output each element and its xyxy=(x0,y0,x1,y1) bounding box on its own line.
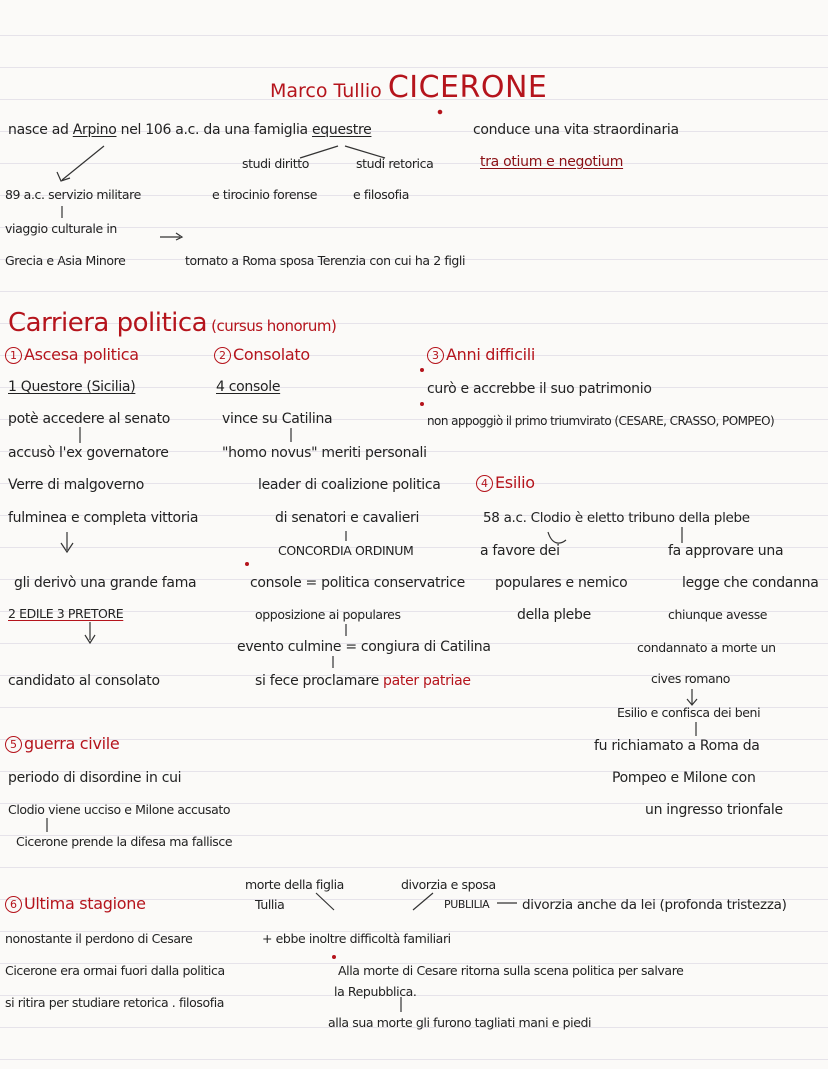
ultima-morte-figlia: morte della figlia xyxy=(245,877,344,892)
intro-servizio: 89 a.c. servizio militare xyxy=(5,187,141,202)
ultima-publilia: PUBLILIA xyxy=(444,898,490,911)
c1-title xyxy=(5,346,139,364)
c2-last-line xyxy=(255,672,471,690)
c2-line: CONCORDIA ORDINUM xyxy=(278,543,414,558)
c4-line: Pompeo e Milone con xyxy=(612,770,756,786)
c4-line: 58 a.c. Clodio è eletto tribuno della plebe xyxy=(483,510,750,526)
c5-line: Clodio viene ucciso e Milone accusato xyxy=(8,802,231,817)
c5-title-text: guerra civile xyxy=(24,734,120,753)
page-title xyxy=(270,70,548,105)
ultima-repubblica: la Repubblica. xyxy=(334,984,417,999)
c6-title xyxy=(5,895,146,913)
c4-title xyxy=(476,474,535,492)
intro-viaggio: viaggio culturale in xyxy=(5,221,117,236)
ultima-ebbe: + ebbe inoltre difficoltà familiari xyxy=(262,931,451,946)
intro-grecia: Grecia e Asia Minore xyxy=(5,253,126,268)
c2-line: console = politica conservatrice xyxy=(250,575,465,591)
c4-line: populares e nemico xyxy=(495,575,628,591)
c2-line: vince su Catilina xyxy=(222,411,333,427)
c1-line: gli derivò una grande fama xyxy=(14,575,197,591)
title-first-name: Marco Tullio xyxy=(270,80,382,102)
c3-title xyxy=(427,346,535,364)
ultima-divorzia-anche: divorzia anche da lei (profonda tristezza) xyxy=(522,897,787,913)
intro-otium: tra otium e negotium xyxy=(480,154,624,170)
intro-tirocinio: e tirocinio forense xyxy=(212,187,318,202)
c4-line: a favore dei xyxy=(480,543,560,559)
c4-line: fu richiamato a Roma da xyxy=(594,738,760,754)
birth-class: equestre xyxy=(311,122,372,138)
birth-text: nasce ad xyxy=(8,122,73,138)
c4-title-text: Esilio xyxy=(495,473,535,492)
birth-place: Arpino xyxy=(72,122,117,138)
c3-line: curò e accrebbe il suo patrimonio xyxy=(427,381,652,397)
c2-title xyxy=(214,346,310,364)
intro-studi-diritto: studi diritto xyxy=(242,156,309,171)
c2-line: "homo novus" meriti personali xyxy=(222,445,427,461)
c6-number-badge: 6 xyxy=(5,896,22,913)
c5-line: Cicerone prende la difesa ma fallisce xyxy=(16,834,233,849)
title-last-name: CICERONE xyxy=(387,70,548,105)
c4-line: della plebe xyxy=(517,607,591,623)
intro-filosofia: e filosofia xyxy=(353,187,409,202)
c1-line: candidato al consolato xyxy=(8,673,160,689)
c4-line: chiunque avesse xyxy=(668,607,768,622)
c2-line: di senatori e cavalieri xyxy=(275,510,420,526)
c1-line: 2 EDILE 3 PRETORE xyxy=(8,606,124,621)
c1-line: fulminea e completa vittoria xyxy=(8,510,199,526)
intro-tornato: tornato a Roma sposa Terenzia con cui ha 2 figli xyxy=(185,253,466,268)
c6-title-text: Ultima stagione xyxy=(24,894,146,913)
c1-line: accusò l'ex governatore xyxy=(8,445,169,461)
birth-text-mid: nel 106 a.c. da una famiglia xyxy=(116,122,312,138)
ultima-alla-morte: Alla morte di Cesare ritorna sulla scena politica per salvare xyxy=(338,963,684,978)
c4-line: legge che condanna xyxy=(682,575,819,591)
c2-pater-patriae: pater patriae xyxy=(383,673,471,689)
ultima-sua-morte: alla sua morte gli furono tagliati mani e piedi xyxy=(328,1015,592,1030)
c1-line: potè accedere al senato xyxy=(8,411,171,427)
c2-line: leader di coalizione politica xyxy=(258,477,441,493)
ultima-nonostante: nonostante il perdono di Cesare xyxy=(5,931,193,946)
c5-title xyxy=(5,735,119,753)
c4-line: cives romano xyxy=(651,671,731,686)
c1-line: 1 Questore (Sicilia) xyxy=(8,379,136,395)
ultima-ritira: si ritira per studiare retorica . filosofia xyxy=(5,995,225,1010)
c2-line: 4 console xyxy=(216,379,281,395)
c1-line: Verre di malgoverno xyxy=(8,477,145,493)
carriera-subheading: (cursus honorum) xyxy=(211,317,337,335)
c4-line: fa approvare una xyxy=(668,543,784,559)
c5-line: periodo di disordine in cui xyxy=(8,770,182,786)
c3-line: non appoggiò il primo triumvirato (CESARE, CRASSO, POMPEO) xyxy=(427,414,775,428)
section-heading-carriera xyxy=(8,306,336,343)
c2-line: opposizione ai populares xyxy=(255,607,401,622)
c3-number-badge: 3 xyxy=(427,347,444,364)
c2-line: evento culmine = congiura di Catilina xyxy=(237,639,491,655)
c3-title-text: Anni difficili xyxy=(446,345,536,364)
c5-number-badge: 5 xyxy=(5,736,22,753)
c2-title-text: Consolato xyxy=(233,345,310,364)
ultima-divorzia: divorzia e sposa xyxy=(401,877,496,892)
c4-number-badge: 4 xyxy=(476,475,493,492)
intro-birth xyxy=(8,121,371,139)
c4-line: un ingresso trionfale xyxy=(645,802,783,818)
c4-line: condannato a morte un xyxy=(637,640,776,655)
ultima-tullia: Tullia xyxy=(255,897,285,912)
c2-number-badge: 2 xyxy=(214,347,231,364)
intro-life: conduce una vita straordinaria xyxy=(473,122,679,138)
c1-title-text: Ascesa politica xyxy=(24,345,139,364)
ultima-fuori: Cicerone era ormai fuori dalla politica xyxy=(5,963,225,978)
c4-line: Esilio e confisca dei beni xyxy=(617,705,761,720)
carriera-heading-text: Carriera politica xyxy=(8,308,208,338)
intro-studi-retorica: studi retorica xyxy=(356,156,434,171)
c1-number-badge: 1 xyxy=(5,347,22,364)
c2-proclamare: si fece proclamare xyxy=(255,673,384,689)
